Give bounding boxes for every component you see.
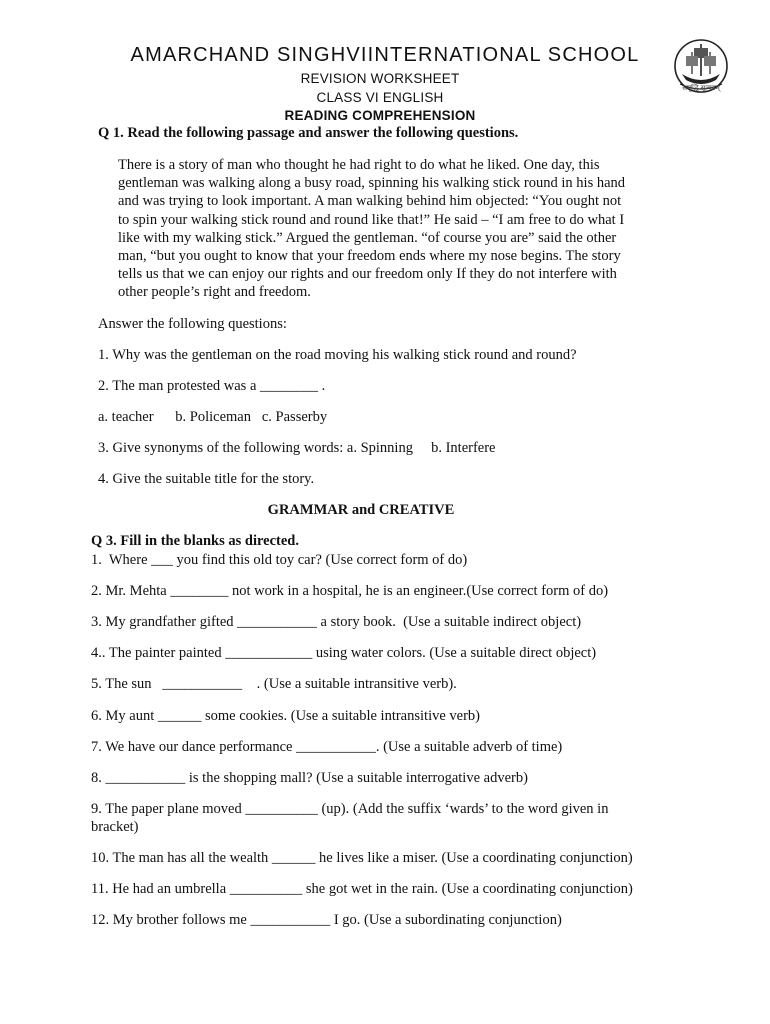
fill-item: 9. The paper plane moved __________ (up). (Add the suffix ‘wards’ to the word given in — [91, 801, 609, 817]
reading-passage — [118, 156, 690, 302]
passage-line: gentleman was walking along a busy road, spinning his walking stick round in his hand — [118, 175, 626, 192]
passage-line: like with my walking stick.” Argued the gentleman. “of course you are” said the other — [118, 229, 617, 246]
fill-item: 11. He had an umbrella __________ she got wet in the rain. (Use a coordinating conjunction) — [91, 881, 633, 897]
school-logo-icon — [668, 36, 734, 106]
passage-line: to spin your walking stick round and round like that!” He said – “I am free to do what I — [118, 211, 625, 228]
passage-line: other people’s right and freedom. — [118, 284, 311, 301]
section-title: READING COMPREHENSION — [284, 108, 476, 123]
class-subject: CLASS VI ENGLISH — [316, 90, 444, 105]
fill-item: 4.. The painter painted ____________ using water colors. (Use a suitable direct object) — [91, 645, 597, 661]
answer-prompt: Answer the following questions: — [98, 316, 287, 332]
question-item: 2. The man protested was a ________ . — [98, 378, 326, 394]
question-options: a. teacher b. Policeman c. Passerby — [98, 409, 328, 425]
fill-item: 6. My aunt ______ some cookies. (Use a suitable intransitive verb) — [91, 708, 481, 724]
fill-item: 3. My grandfather gifted ___________ a story book. (Use a suitable indirect object) — [91, 614, 582, 630]
fill-item: 8. ___________ is the shopping mall? (Use a suitable interrogative adverb) — [91, 770, 528, 786]
fill-item-continuation: bracket) — [91, 819, 139, 835]
fill-item: 5. The sun ___________ . (Use a suitable intransitive verb). — [91, 676, 457, 692]
question-item: 1. Why was the gentleman on the road moving his walking stick round and round? — [98, 347, 577, 363]
grammar-title: GRAMMAR and CREATIVE — [267, 502, 455, 518]
passage-line: man, “but you ought to know that your freedom ends where my nose begins. The story — [118, 248, 621, 265]
fill-item: 10. The man has all the wealth ______ he lives like a miser. (Use a coordinating conjunction) — [91, 850, 633, 866]
question-item: 4. Give the suitable title for the story. — [98, 471, 315, 487]
logo-caption: समृद्धि सूत्र्यवम् — [682, 84, 720, 92]
passage-line: There is a story of man who thought he had right to do what he liked. One day, this — [118, 157, 600, 173]
worksheet-title: REVISION WORKSHEET — [300, 71, 460, 86]
fill-item: 2. Mr. Mehta ________ not work in a hospital, he is an engineer.(Use correct form of do) — [91, 583, 609, 599]
fill-item: 7. We have our dance performance ___________. (Use a suitable adverb of time) — [91, 739, 563, 755]
fill-item: 12. My brother follows me ___________ I go. (Use a subordinating conjunction) — [91, 912, 562, 928]
passage-line: tells us that we can enjoy our rights and our freedom only If they do not interfere with — [118, 266, 617, 283]
question-item: 3. Give synonyms of the following words: a. Spinning b. Interfere — [98, 440, 496, 456]
q1-heading: Q 1. Read the following passage and answer the following questions. — [98, 125, 519, 141]
fill-item: 1. Where ___ you find this old toy car? (Use correct form of do) — [91, 552, 468, 568]
q3-heading: Q 3. Fill in the blanks as directed. — [91, 533, 299, 549]
school-name: AMARCHAND SINGHVIINTERNATIONAL SCHOOL — [130, 44, 640, 66]
passage-line: and was trying to look important. A man walking behind him objected: “You ought not — [118, 193, 622, 210]
